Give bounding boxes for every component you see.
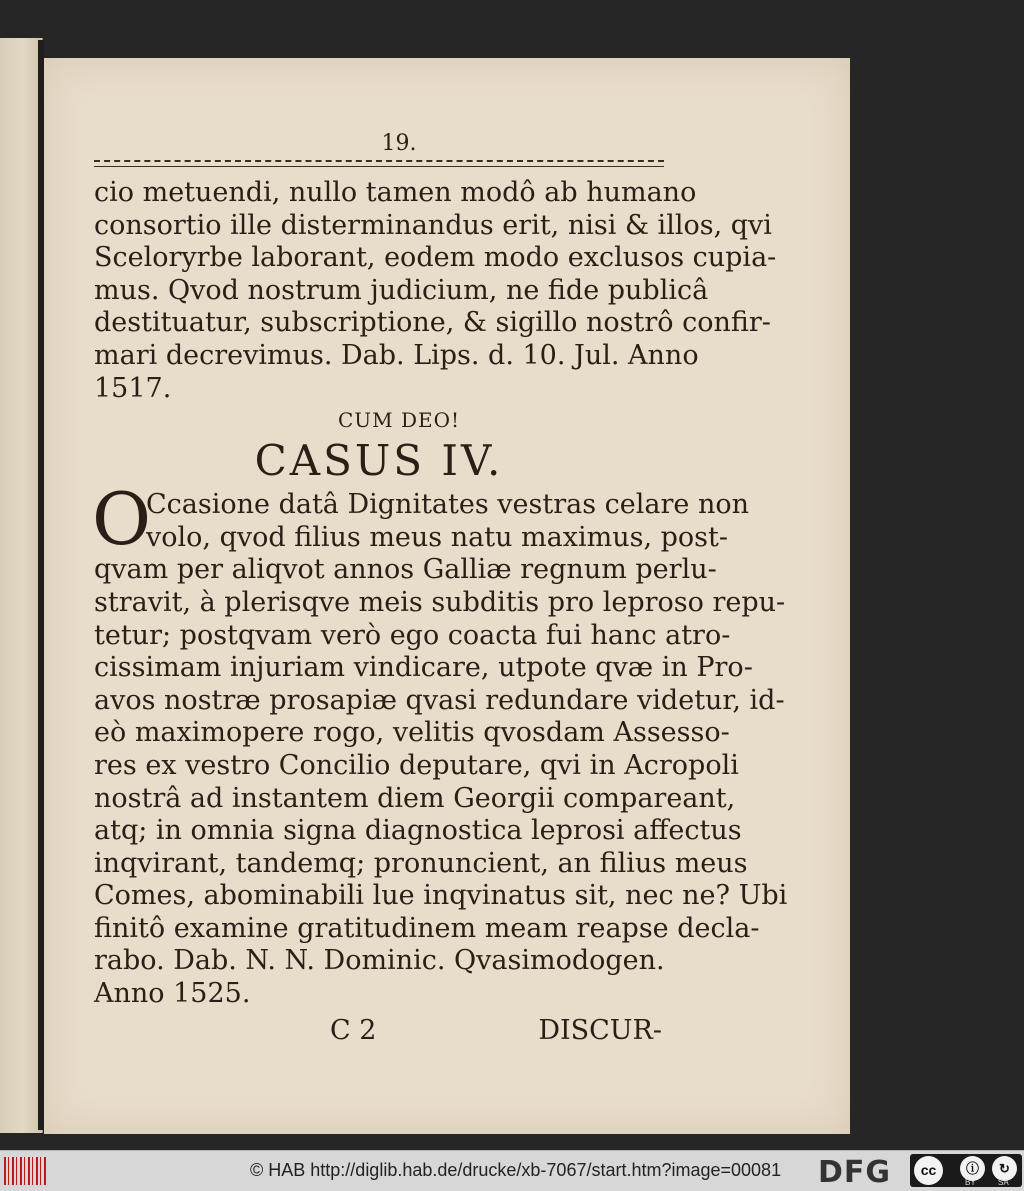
text-line: atq; in omnia signa diagnostica leprosi affectus — [94, 815, 742, 847]
text-line: qvam per aliqvot annos Galliæ regnum perlu- — [94, 554, 717, 586]
text-line: nostrâ ad instantem diem Georgii compareant, — [94, 782, 736, 814]
attribution-icon: ⓘ — [960, 1156, 985, 1181]
page-number: 19. — [381, 131, 417, 156]
drop-capital: O — [92, 477, 152, 562]
text-line: inqvirant, tandemq; pronuncient, an filius meus — [94, 847, 748, 879]
viewer-footer — [0, 1150, 1024, 1191]
text-line: Anno 1525. — [94, 978, 251, 1010]
source-url[interactable]: © HAB http://diglib.hab.de/drucke/xb-7067/start.htm?image=00081 — [250, 1160, 782, 1180]
previous-page-edge — [0, 38, 43, 1133]
text-line: consortio ille disterminandus erit, nisi & illos, qvi — [94, 209, 772, 241]
text-line: avos nostræ prosapiæ qvasi redundare videtur, id- — [94, 684, 785, 716]
text-line: Sceloryrbe laborant, eodem modo exclusos cupia- — [94, 242, 777, 274]
text-line: cio metuendi, nullo tamen modô ab humano — [94, 177, 697, 208]
cc-icon: cc — [914, 1156, 943, 1185]
page-text-block — [92, 130, 788, 1051]
share-alike-icon: ↻ — [992, 1156, 1017, 1181]
book-page — [44, 58, 850, 1134]
text-line: tetur; postqvam verò ego coacta fui hanc atro- — [94, 619, 731, 651]
page-foot-line — [94, 1011, 664, 1051]
text-line: stravit, à plerisqve meis subditis pro leproso repu- — [94, 586, 786, 618]
text-line: Ccasione datâ Dignitates vestras celare non — [146, 489, 750, 521]
text-line: mari decrevimus. Dab. Lips. d. 10. Jul. Anno — [94, 339, 699, 371]
text-line: volo, qvod filius meus natu maximus, post- — [146, 521, 728, 553]
casus-paragraph — [92, 477, 788, 1011]
text-line: finitô examine gratitudinem meam reapse decla- — [94, 912, 760, 944]
text-line: Comes, abominabili lue inqvinatus sit, nec ne? Ubi — [94, 880, 788, 912]
dfg-logo: DFG — [818, 1155, 892, 1190]
text-line: 1517. — [94, 372, 172, 404]
text-line: eò maximopere rogo, velitis qvosdam Assesso- — [94, 717, 730, 749]
hab-barcode-icon — [4, 1157, 46, 1185]
text-line: cissimam injuriam vindicare, utpote qvæ in Pro- — [94, 652, 753, 684]
sa-label: SA — [998, 1178, 1009, 1187]
by-label: BY — [965, 1178, 976, 1187]
text-line: res ex vestro Concilio deputare, qvi in Acropoli — [94, 749, 739, 781]
header-rule — [94, 160, 664, 167]
text-line: rabo. Dab. N. N. Dominic. Qvasimodogen. — [94, 945, 665, 977]
text-line: mus. Qvod nostrum judicium, ne fide publicâ — [94, 274, 709, 306]
section-invocation: CUM DEO! — [337, 408, 461, 433]
section-title: CASUS IV. — [254, 436, 504, 486]
catchword: DISCUR- — [538, 1014, 662, 1046]
text-line: destituatur, subscriptione, & sigillo nostrô confir- — [94, 307, 771, 339]
signature-mark: C 2 — [330, 1014, 377, 1046]
creative-commons-license-badge[interactable] — [910, 1154, 1022, 1187]
